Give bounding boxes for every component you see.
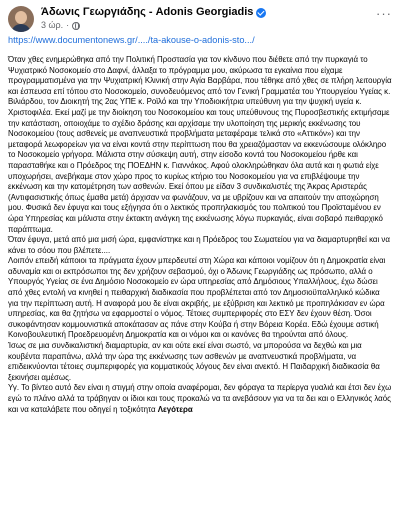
see-more-link[interactable]: Λεγότερα xyxy=(157,404,193,414)
post-paragraph-1: Όταν χθες ενημερώθηκα από την Πολιτική Προστασία για τον κίνδυνο που διέθετε από την πυρκαγιά το Ψυχιατρικό Νοσοκομείο στο Δαφνί, άλλαξα το πρόγραμμα μου, ακύρωσα τα εγκαίνια που είχαμε προγραμματισμένα για την Ψυχιατρική Κλινική στην Αγία Βαρβάρα, που τέθηκε από χθες σε πλήρη λειτουργία και έσπευσα επί τόπου στο Νοσοκομείο, συνοδευόμενος από τον Γενική Γραμματέα του Υπουργείου Υγείας κ. Βιλιάρδου, τον Διοικητή της 2ας ΥΠΕ κ. Ροϊλό και την Υποδιοικήτρια υπεύθυνη για την ψυχική υγεία κ. Χριστοφιλέα. Εκεί μαζί με την διοίκηση του Νοσοκομείου και τους υπεύθυνους της Πυροσβεστικής εκτιμήσαμε την κατάσταση, οποιοχάμε το σχέδιο δράσης και αρχίσαμε την υλοποίηση της μερικής εκκένωσης του Νοσοκομείου (τους ασθενείς με αναπνευστικά προβλήματα μεταφέραμε τελικά στο «Αττικόν») και την μεταφορά λεωφορείων για να είναι κοντά στην περίπτωση που θα χρειαζόμασταν να εκκενώσουμε ολόκληρο το Νοσοκομείο γρήγορα. Μάλιστα στην σύσκεψη αυτή, στην είσοδο κοντά του Νοσοκομείου ήρθε και παρασταθήκε και ο Πρόεδρος της ΠΟΕΔΗΝ κ. Γιαννάκος. Αφού ολοκληρώθηκαν όλα αυτά και η φωτιά είχε υποχωρήσει, ανεβήκαμε στον χώρο προς το κυρίως κτήριο του Νοσοκομείου για να επιβλέψουμε την εκκένωση και την κατομέτρηση των ασθενών. Εκεί όπου με είδαν 3 συνδικαλιστές της Άκρας Αριστεράς (Αντιφασιστικής όπως έμαθα μετά) άρχισαν να φωνάζουν, να με υβρίζουν και να απαιτούν την αποχώρηση μου. Φυσικά δεν έφυγα και τους εξήγησα ότι ο λεκτικός προπηλακισμός του πολιτικού του Προϊσταμένου εν ώρα Υπηρεσίας και μάλιστα στην έκτακτη ανάγκη της εκκένωσης λόγω πυρκαγιάς, είναι σοβαρό πειθαρχικό παράπτωμα. xyxy=(8,55,392,234)
post-paragraph-5 xyxy=(8,383,392,415)
more-options-icon[interactable]: ··· xyxy=(376,6,392,21)
public-audience-icon[interactable] xyxy=(72,22,80,30)
post-paragraph-5-text: Υγ. Το βίντεο αυτό δεν είναι η στιγμή στην οποία αναφέρομαι, δεν φόραγα τα περίεργα γυαλιά και έτσι δεν έχω εγώ το πλάνο αλλά τα τράβηγαν οι ίδιοι και τους προκαλώ να τα ανεβάσουν για να τα δει και ο Ελληνικός λαός και να καταλάβετε που οδηγεί η τοξικότητα xyxy=(8,383,392,414)
author-name[interactable]: Άδωνις Γεωργιάδης - Adonis Georgiadis xyxy=(41,6,254,18)
author-info xyxy=(41,6,376,31)
post-link[interactable]: https://www.documentonews.gr/..../ta-akouse-o-adonis-sto.../ xyxy=(8,35,255,45)
verified-badge-icon xyxy=(256,8,266,18)
post-header xyxy=(0,0,400,34)
author-avatar[interactable] xyxy=(8,6,34,32)
post-paragraph-2: Όταν έφυγα, μετά από μια μισή ώρα, εμφανίστηκε και η Πρόεδρος του Σωματείου για να διαμαρτυρηθεί και να κάνει το σόου που βλέπετε.... xyxy=(8,235,390,255)
post-time[interactable]: 3 ώρ. xyxy=(41,20,64,30)
meta-separator: · xyxy=(66,20,70,30)
post-content xyxy=(0,34,400,415)
post-paragraph-3: Λοιπόν επειδή κάποιοι τα πράγματα έχουν μπερδευτεί στη Χώρα και κάποιοι νομίζουν ότι η Δημοκρατία είναι αδυναμία και οι εκπρόσωποι της δεν χρήζουν σεβασμού, όχι ο Άδωνις Γεωργιάδης ως πρόσωπο, αλλά ο Υπουργός Υγείας σε ένα Δημόσιο Νοσοκομείο εν ώρα υπηρεσίας από Δημόσιους Υπαλλήλους, έχω δώσει από χθες εντολή να κινηθεί η πειθαρχική διαδικασία που προβλέπεται από τον Δημοσιοϋπαλληλικό κώδικα για την περίπτωση αυτή. Η αναφορά μου δε είναι ακριβής, με εξύβριση και λεκτικό με προπηλάκισαν εν ώρα υπηρεσίας, και θα ζητήσω να εφαρμοστεί ο νόμος. Τέτοιες συμπεριφορές στο ΕΣΥ δεν έχουν θέση. Όσοι συκοφάντησαν κομμουνιστικά αποκάτασαν ας πάνε στην Κούβα ή στην Βόρεια Κορέα. Εδώ έχουμε αστική Κοινοβουλευτική Προεδρευομένη Δημοκρατία και οι νόμοι και οι κανόνες θα τηρούνται από όλους. xyxy=(8,256,386,340)
post-paragraph-4: Ίσως σε μια συνδικαλιστική διαμαρτυρία, αν και ούτε εκεί είναι σωστό, να μπορούσα να δεχθώ και μια κουβέντα παραπάνω, αλλά την ώρα της εκκένωσης των ασθενών με αναπνευστικά προβλήματα, να επιδεικνύονται τέτοιες συμπεριφορές για κομματικούς λόγους δεν είναι ανεκτό. Η Παιδαρχική διαδικασία θα ξεκινήσει αμέσως. xyxy=(8,341,380,382)
